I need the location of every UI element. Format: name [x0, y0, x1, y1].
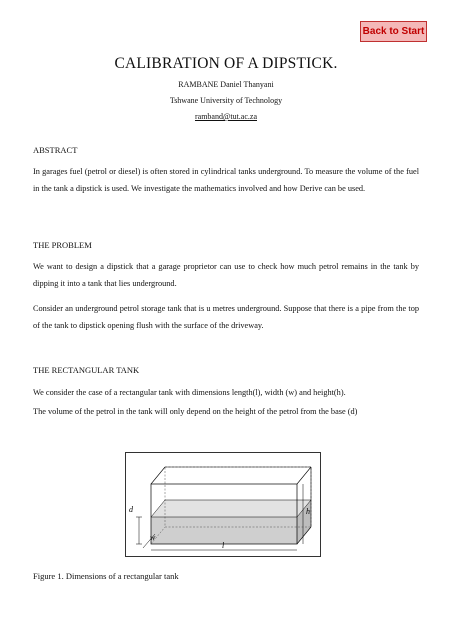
back-to-start-button[interactable]: Back to Start: [360, 21, 427, 42]
problem-heading: THE PROBLEM: [33, 240, 92, 250]
rectangular-tank-figure: [125, 452, 321, 557]
rectangular-tank-paragraph-1: We consider the case of a rectangular tank with dimensions length(l), width (w) and height(h).: [33, 388, 346, 397]
abstract-text: In garages fuel (petrol or diesel) is often stored in cylindrical tanks underground. To measure the volume of the fuel in the tank a dipstick is used. We investigate the mathematics involved and how Derive can be used.: [33, 167, 419, 193]
rectangular-tank-paragraph-2: The volume of the petrol in the tank will only depend on the height of the petrol from the base (d): [33, 407, 358, 416]
abstract-heading: ABSTRACT: [33, 145, 78, 155]
problem-paragraph-2: Consider an underground petrol storage tank that is u metres underground. Suppose that there is a pipe from the top of the tank to dipstick opening flush with the surface of the driveway.: [33, 304, 419, 330]
author-affiliation: Tshwane University of Technology: [169, 96, 283, 105]
figure-label-l: l: [222, 541, 225, 550]
figure-caption: Figure 1. Dimensions of a rectangular tank: [33, 571, 179, 581]
figure-label-d: d: [129, 505, 133, 514]
figure-label-h: h: [306, 507, 310, 516]
author-email-link[interactable]: ramband@tut.ac.za: [194, 112, 257, 121]
rectangular-tank-heading: THE RECTANGULAR TANK: [33, 365, 140, 375]
problem-paragraph-1: We want to design a dipstick that a garage proprietor can use to check how much petrol remains in the tank by dipping it into a tank that lies underground.: [33, 262, 419, 288]
author-name: RAMBANE Daniel Thanyani: [178, 80, 274, 89]
figure-label-w: w: [150, 533, 156, 542]
paper-title: CALIBRATION OF A DIPSTICK.: [114, 55, 338, 72]
